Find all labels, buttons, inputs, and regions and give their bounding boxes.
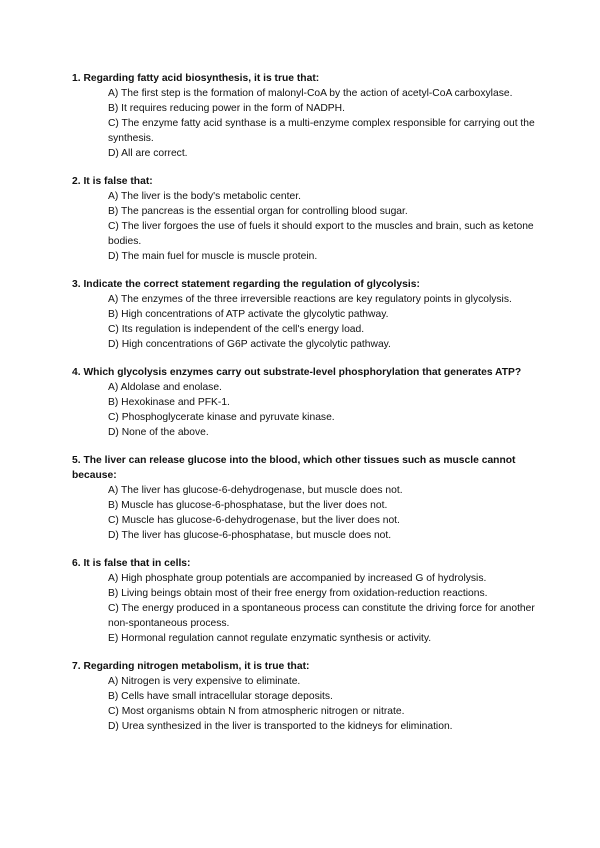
option-b: B) It requires reducing power in the form of NADPH. [108,103,345,114]
option-a: A) Aldolase and enolase. [108,382,222,393]
question-title: 6. It is false that in cells: [72,558,191,569]
option-list [72,86,540,161]
option-list [72,571,540,646]
option-d: D) Urea synthesized in the liver is transported to the kidneys for elimination. [108,721,453,732]
option-c: C) Most organisms obtain N from atmospheric nitrogen or nitrate. [108,706,405,717]
question-list [72,71,540,747]
question-7 [72,659,540,734]
option-c: C) Muscle has glucose-6-dehydrogenase, but the liver does not. [108,515,400,526]
option-c: C) The energy produced in a spontaneous process can constitute the driving force for another non-spontaneous process. [108,603,535,629]
question-6 [72,556,540,646]
option-list [72,674,540,734]
option-d: D) All are correct. [108,148,188,159]
option-d: D) High concentrations of G6P activate the glycolytic pathway. [108,339,391,350]
option-b: B) High concentrations of ATP activate the glycolytic pathway. [108,309,389,320]
option-d: D) The main fuel for muscle is muscle protein. [108,251,318,262]
option-b: B) The pancreas is the essential organ for controlling blood sugar. [108,206,408,217]
option-c: C) Phosphoglycerate kinase and pyruvate kinase. [108,412,335,423]
option-a: A) The liver has glucose-6-dehydrogenase, but muscle does not. [108,485,403,496]
option-c: C) Its regulation is independent of the cell's energy load. [108,324,365,335]
question-1 [72,71,540,161]
option-list [72,380,540,440]
question-title: 1. Regarding fatty acid biosynthesis, it is true that: [72,73,320,84]
option-a: A) The liver is the body's metabolic center. [108,191,301,202]
question-3 [72,277,540,352]
question-title: 5. The liver can release glucose into the blood, which other tissues such as muscle cannot because: [72,455,516,481]
option-b: B) Muscle has glucose-6-phosphatase, but the liver does not. [108,500,388,511]
option-e: E) Hormonal regulation cannot regulate enzymatic synthesis or activity. [108,633,432,644]
question-2 [72,174,540,264]
question-title: 7. Regarding nitrogen metabolism, it is true that: [72,661,310,672]
option-a: A) Nitrogen is very expensive to eliminate. [108,676,301,687]
option-b: B) Hexokinase and PFK-1. [108,397,230,408]
option-list [72,292,540,352]
option-c: C) The liver forgoes the use of fuels it should export to the muscles and brain, such as ketone bodies. [108,221,534,247]
question-4 [72,365,540,440]
option-a: A) The enzymes of the three irreversible reactions are key regulatory points in glycolysis. [108,294,512,305]
option-c: C) The enzyme fatty acid synthase is a multi-enzyme complex responsible for carrying out the synthesis. [108,118,535,144]
option-a: A) The first step is the formation of malonyl-CoA by the action of acetyl-CoA carboxylase. [108,88,513,99]
question-5 [72,453,540,543]
option-a: A) High phosphate group potentials are accompanied by increased G of hydrolysis. [108,573,487,584]
option-list [72,483,540,543]
option-d: D) None of the above. [108,427,209,438]
option-b: B) Cells have small intracellular storage deposits. [108,691,333,702]
question-title: 2. It is false that: [72,176,153,187]
question-title: 3. Indicate the correct statement regarding the regulation of glycolysis: [72,279,420,290]
option-b: B) Living beings obtain most of their free energy from oxidation-reduction reactions. [108,588,488,599]
option-list [72,189,540,264]
option-d: D) The liver has glucose-6-phosphatase, but muscle does not. [108,530,392,541]
question-title: 4. Which glycolysis enzymes carry out substrate-level phosphorylation that generates ATP? [72,367,522,378]
